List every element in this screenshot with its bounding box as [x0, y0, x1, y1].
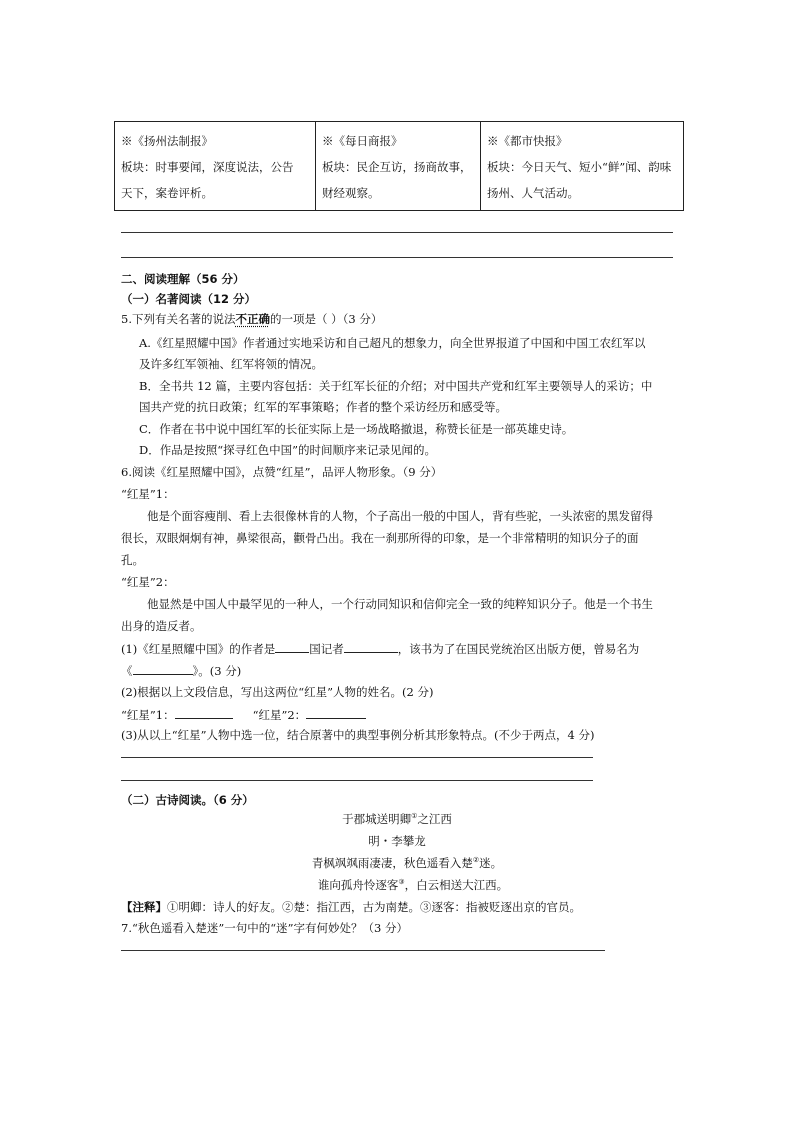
- newspaper-sections-cont: 财经观察。: [322, 186, 380, 200]
- answer-blank[interactable]: [275, 640, 309, 653]
- question-6-1-cont: 《 》。(3 分): [121, 664, 242, 678]
- poem-notes: 【注释】①明卿：诗人的好友。②楚：指江西，古为南楚。③逐客：指被贬逐出京的官员。: [121, 900, 581, 914]
- option-b: B．全书共 12 篇，主要内容包括：关于红军长征的介绍；对中国共产党和红军主要领导人的采访；中: [139, 379, 653, 393]
- answer-blank[interactable]: [133, 662, 193, 675]
- question-6-2: (2)根据以上文段信息，写出这两位“红星”人物的姓名。(2 分): [121, 685, 434, 699]
- poem-author: 明・李攀龙: [368, 834, 426, 848]
- passage-line: 他显然是中国人中最罕见的一种人，一个行动同知识和信仰完全一致的纯粹知识分子。他是一个书生: [147, 597, 653, 611]
- answer-blank[interactable]: [175, 706, 233, 719]
- option-a-cont: 及许多红军领袖、红军将领的情况。: [139, 357, 323, 371]
- star-2-label: “红星”2：: [121, 575, 175, 589]
- passage-line: 他是个面容瘦削、看上去很像林肯的人物，个子高出一般的中国人，背有些驼，一头浓密的黑发留得: [147, 509, 653, 523]
- answer-line[interactable]: [121, 757, 593, 758]
- newspaper-name: ※《都市快报》: [487, 134, 568, 148]
- option-a: A.《红星照耀中国》作者通过实地采访和自己超凡的想象力，向全世界报道了中国和中国工农红军以: [139, 336, 646, 350]
- passage-line: 孔。: [121, 553, 144, 567]
- answer-blank[interactable]: [344, 640, 398, 653]
- answer-line[interactable]: [121, 780, 593, 781]
- poem-title: 于郡城送明卿①之江西: [342, 812, 452, 826]
- newspaper-name: ※《每日商报》: [322, 134, 403, 148]
- table-cell: [481, 122, 684, 211]
- newspaper-sections: 板块：时事要闻，深度说法，公告: [121, 160, 294, 174]
- question-6-3: (3)从以上“红星”人物中选一位，结合原著中的典型事例分析其形象特点。(不少于两点，4 分): [121, 728, 595, 742]
- section-title: 二、阅读理解（56 分）: [121, 272, 245, 286]
- answer-line[interactable]: [121, 232, 673, 233]
- question-6-2-answers: “红星”1： “红星”2：: [121, 706, 366, 723]
- option-c: C．作者在书中说中国红军的长征实际上是一场战略撤退，称赞长征是一部英雄史诗。: [139, 422, 574, 436]
- option-b-cont: 国共产党的抗日政策；红军的军事策略；作者的整个采访经历和感受等。: [139, 400, 507, 414]
- passage-line: 很长，双眼炯炯有神，鼻梁很高，颧骨凸出。我在一刹那所得的印象，是一个非常精明的知识分子的面: [121, 531, 639, 545]
- table-cell: [316, 122, 481, 211]
- star-1-label: “红星”1：: [121, 487, 175, 501]
- emphasis-text: 不正确: [235, 312, 270, 326]
- newspaper-sections-cont: 天下，案卷评析。: [121, 186, 213, 200]
- question-6-1: (1)《红星照耀中国》的作者是 国记者 ，该书为了在国民党统治区出版方便，曾易名为: [121, 642, 640, 656]
- poem-line: 青枫飒飒雨凄凄，秋色遥看入楚②迷。: [311, 856, 503, 870]
- part-title: （一）名著阅读（12 分）: [121, 292, 257, 306]
- newspaper-name: ※《扬州法制报》: [121, 134, 213, 148]
- question-6-stem: 6.阅读《红星照耀中国》，点赞“红星”，品评人物形象。（9 分）: [121, 465, 443, 479]
- newspaper-sections: 板块：今日天气、短小“鲜”闻、韵味: [487, 160, 672, 174]
- newspaper-table: [114, 121, 684, 211]
- option-d: D．作品是按照“探寻红色中国”的时间顺序来记录见闻的。: [139, 443, 436, 457]
- newspaper-sections: 板块：民企互访，扬商故事，: [322, 160, 472, 174]
- question-7-stem: 7.“秋色遥看入楚迷”一句中的“迷”字有何妙处？（3 分）: [121, 921, 408, 935]
- question-5-stem: 5.下列有关名著的说法不正确的一项是（ ）（3 分）: [121, 312, 383, 326]
- answer-line[interactable]: [121, 257, 673, 258]
- table-cell: [115, 122, 316, 211]
- note-label: 【注释】: [121, 900, 167, 914]
- answer-line[interactable]: [121, 950, 605, 951]
- answer-blank[interactable]: [306, 706, 366, 719]
- newspaper-sections-cont: 扬州、人气活动。: [487, 186, 579, 200]
- part-title: （二）古诗阅读。（6 分）: [121, 793, 254, 807]
- passage-line: 出身的造反者。: [121, 619, 202, 633]
- poem-line: 谁向孤舟怜逐客③，白云相送大江西。: [317, 878, 509, 892]
